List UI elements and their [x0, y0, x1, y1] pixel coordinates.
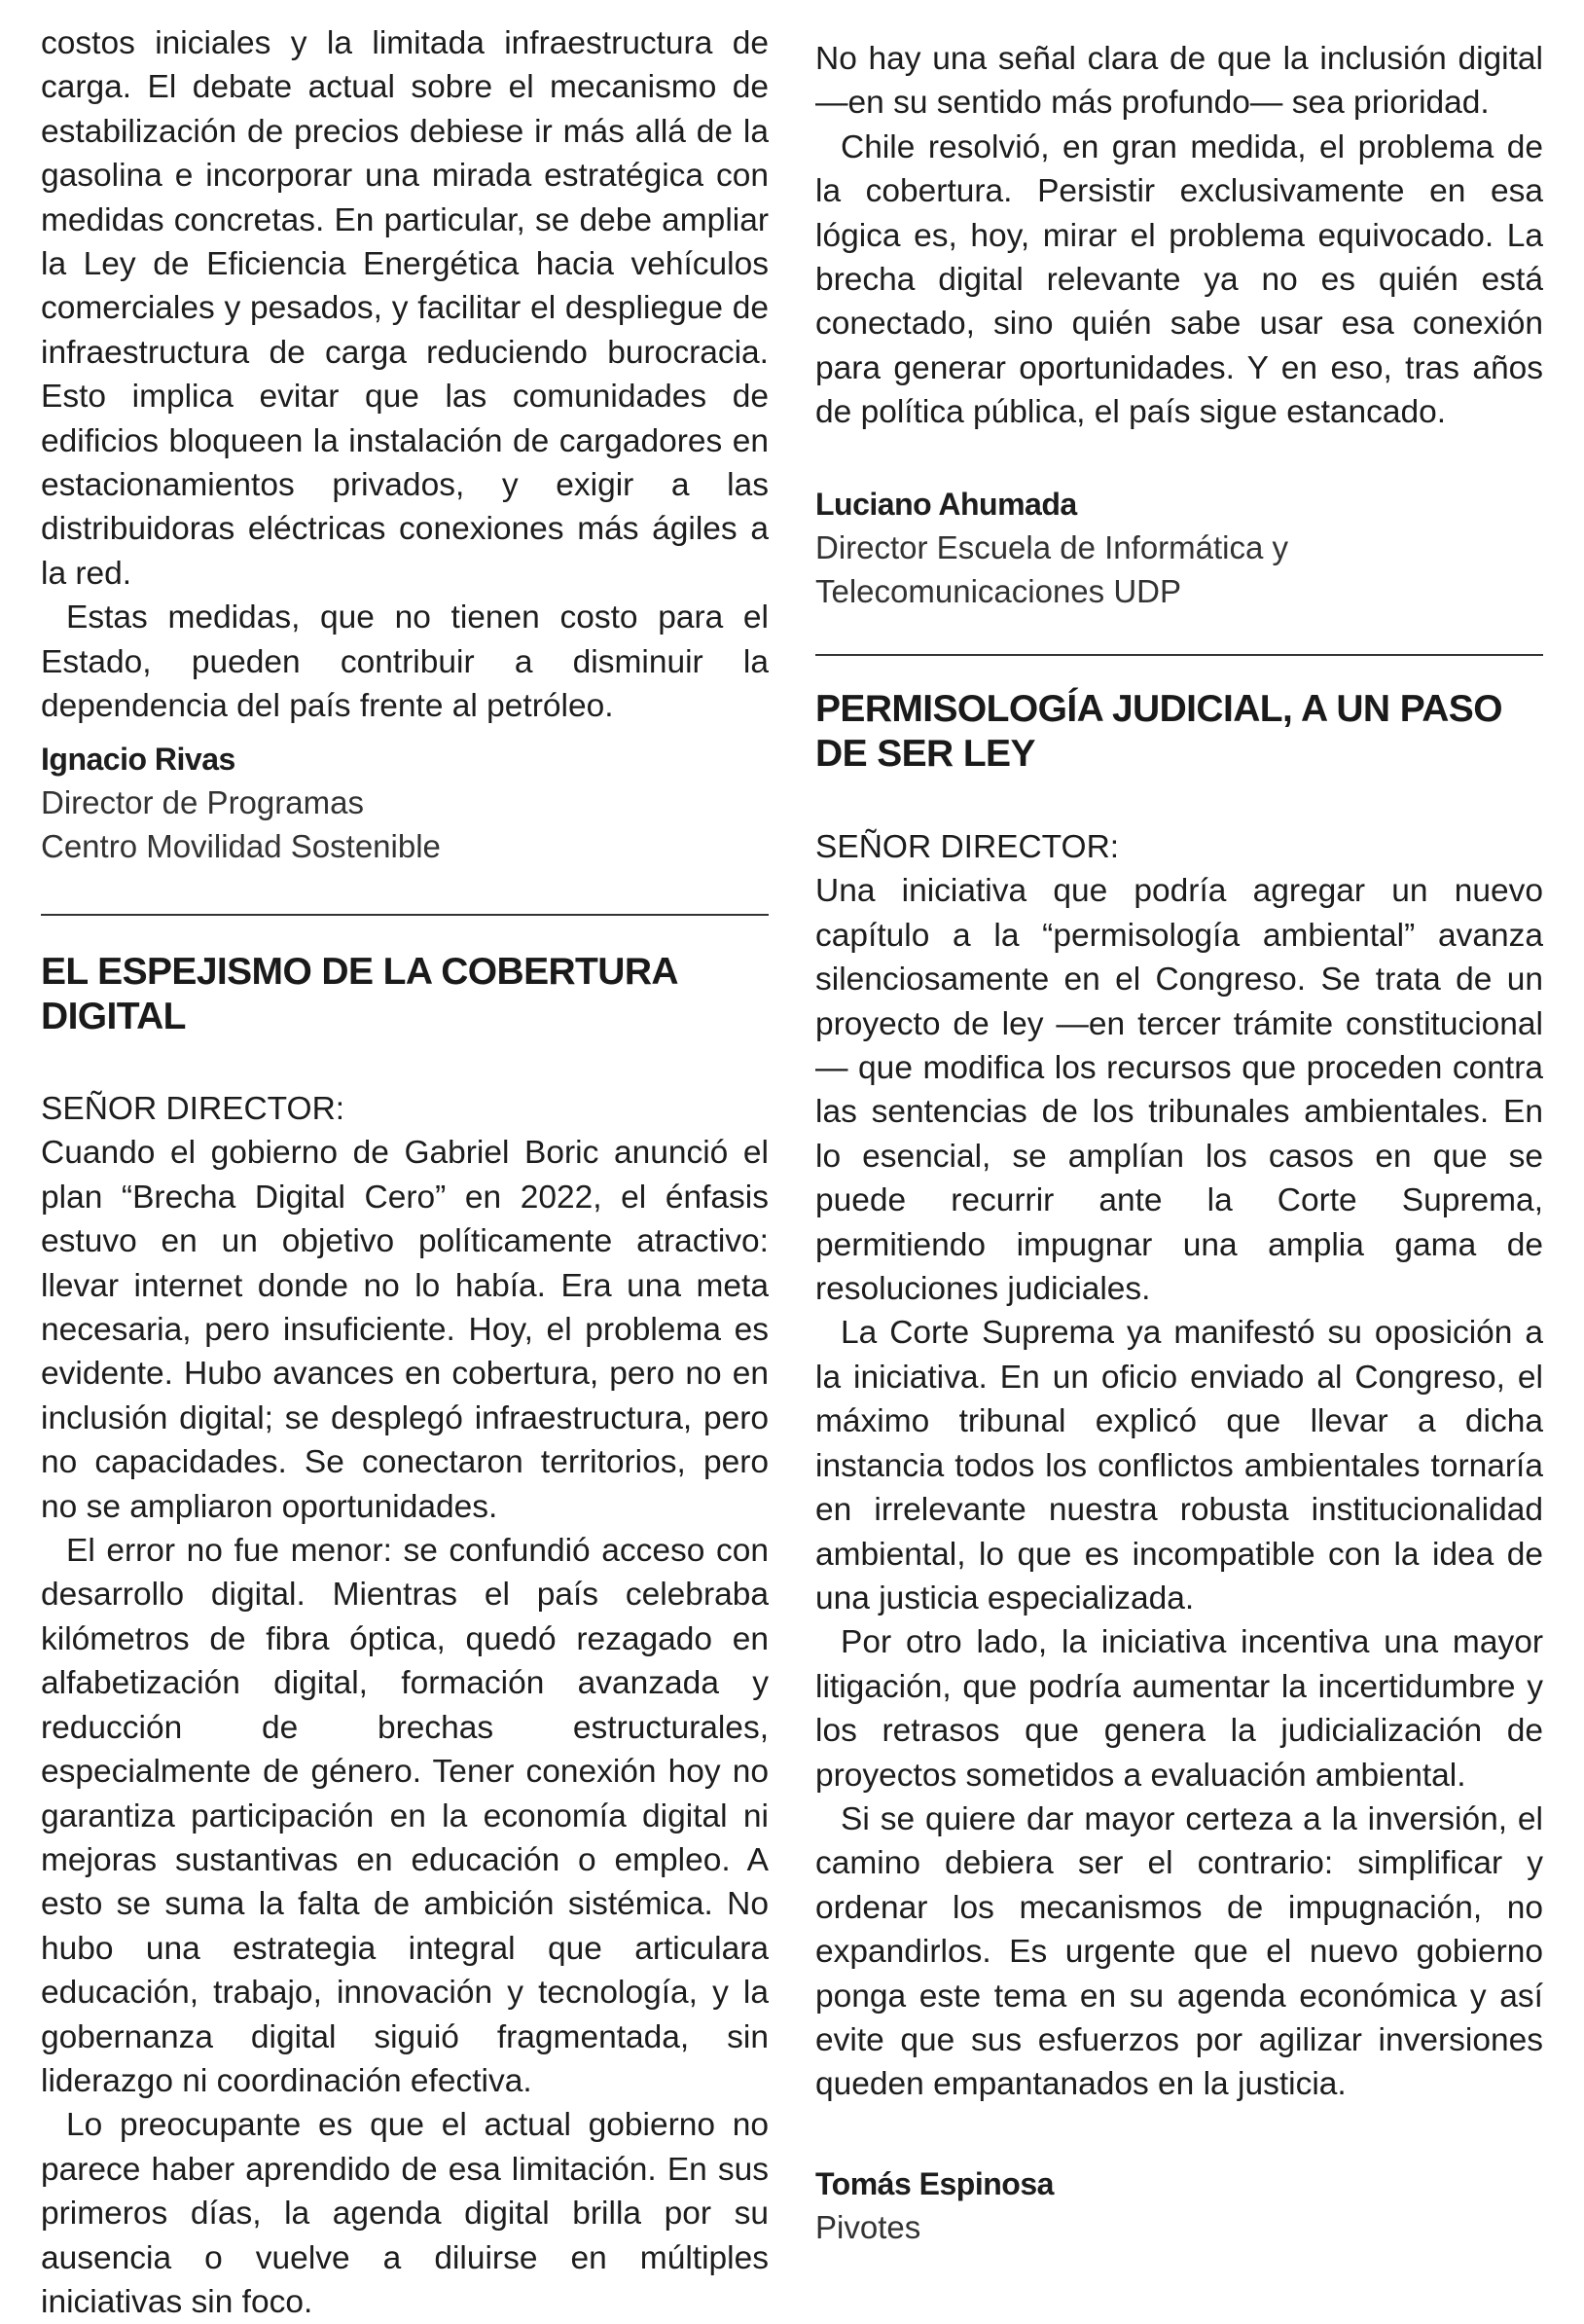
author-role: Director de Programas: [41, 784, 364, 820]
letter-paragraph: Una iniciativa que podría agregar un nuevo capítulo a la “permisología ambiental” avanza silenciosamente en el Congreso. Se trata de un proyecto de ley —en tercer trámite constitucional— que modifica los recursos que proceden contra las sentencias de los tribunales ambientales. En lo esencial, se amplían los casos en que se puede recurrir ante la Corte Suprema, permitiendo impugnar una amplia gama de resoluciones judiciales.: [815, 873, 1543, 1308]
salutation: SEÑOR DIRECTOR:: [41, 1091, 345, 1127]
continued-letter-left: [41, 21, 769, 729]
letter-paragraph: Cuando el gobierno de Gabriel Boric anunció el plan “Brecha Digital Cero” en 2022, el énfasis estuvo en un objetivo políticamente atractivo: llevar internet donde no lo había. Era una meta necesaria, pero insuficiente. Hoy, el problema es evidente. Hubo avances en cobertura, pero no en inclusión digital; se desplegó infraestructura, pero no capacidades. Se conectaron territorios, pero no se ampliaron oportunidades.: [41, 1135, 769, 1525]
letter-headline: PERMISOLOGÍA JUDICIAL, A UN PASO: [815, 688, 1502, 730]
letter-espejismo: [41, 950, 769, 2324]
author-name: Tomás Espinosa: [815, 2166, 1054, 2201]
author-role: Director Escuela de Informática y Telecomunicaciones UDP: [815, 529, 1289, 609]
signature-ignacio-rivas: [41, 738, 769, 868]
letter-headline: EL ESPEJISMO DE LA COBERTURA: [41, 951, 678, 993]
section-divider: [41, 914, 769, 916]
letter-paragraph: Si se quiere dar mayor certeza a la inversión, el camino debiera ser el contrario: simplificar y ordenar los mecanismos de impugnación, no expandirlos. Es urgente que el nuevo gobierno ponga este tema en su agenda económica y así evite que sus esfuerzos por agilizar inversiones queden empantanados en la justicia.: [815, 1800, 1543, 2103]
author-name: Ignacio Rivas: [41, 742, 235, 777]
letter-paragraph: Por otro lado, la iniciativa incentiva una mayor litigación, que podría aumentar la incertidumbre y los retrasos que genera la judicialización de proyectos sometidos a evaluación ambiental.: [815, 1624, 1543, 1794]
section-divider: [815, 654, 1543, 656]
letter-paragraph: El error no fue menor: se confundió acceso con desarrollo digital. Mientras el país celebraba kilómetros de fibra óptica, quedó rezagado en alfabetización digital, formación avanzada y reducción de brechas estructurales, especialmente de género. Tener conexión hoy no garantiza participación en la economía digital ni mejoras sustantivas en educación o empleo. A esto se suma la falta de ambición sistémica. No hubo una estrategia integral que articulara educación, trabajo, innovación y tecnología, y la gobernanza digital siguió fragmentada, sin liderazgo ni coordinación efectiva.: [41, 1533, 769, 2099]
signature-tomas-espinosa: [815, 2162, 1543, 2249]
author-name: Luciano Ahumada: [815, 487, 1077, 522]
salutation: SEÑOR DIRECTOR:: [815, 829, 1120, 865]
letter-permisologia: [815, 687, 1543, 2107]
continued-paragraph: No hay una señal clara de que la inclusión digital —en su sentido más profundo— sea prioridad.: [815, 41, 1543, 122]
letter-headline: DIGITAL: [41, 996, 186, 1037]
signature-luciano-ahumada: [815, 483, 1543, 613]
author-role: Pivotes: [815, 2209, 921, 2245]
letter-headline: DE SER LEY: [815, 733, 1035, 775]
continued-paragraph: Estas medidas, que no tienen costo para el Estado, pueden contribuir a disminuir la dependencia del país frente al petróleo.: [41, 599, 769, 725]
letter-paragraph: Lo preocupante es que el actual gobierno no parece haber aprendido de esa limitación. En sus primeros días, la agenda digital brilla por su ausencia o vuelve a diluirse en múltiples iniciativas sin foco.: [41, 2107, 769, 2320]
continued-letter-right: [815, 37, 1543, 435]
continued-paragraph: costos iniciales y la limitada infraestructura de carga. El debate actual sobre el mecanismo de estabilización de precios debiese ir más allá de la gasolina e incorporar una mirada estratégica con medidas concretas. En particular, se debe ampliar la Ley de Eficiencia Energética hacia vehículos comerciales y pesados, y facilitar el despliegue de infraestructura de carga reduciendo burocracia. Esto implica evitar que las comunidades de edificios bloqueen la instalación de cargadores en estacionamientos privados, y exigir a las distribuidoras eléctricas conexiones más ágiles a la red.: [41, 25, 769, 592]
author-role: Centro Movilidad Sostenible: [41, 828, 441, 864]
continued-paragraph: Chile resolvió, en gran medida, el problema de la cobertura. Persistir exclusivamente en esa lógica es, hoy, mirar el problema equivocado. La brecha digital relevante ya no es quién está conectado, sino quién sabe usar esa conexión para generar oportunidades. Y en eso, tras años de política pública, el país sigue estancado.: [815, 128, 1543, 431]
letter-paragraph: La Corte Suprema ya manifestó su oposición a la iniciativa. En un oficio enviado al Congreso, el máximo tribunal explicó que llevar a dicha instancia todos los conflictos ambientales tornaría en irrelevante nuestra robusta institucionalidad ambiental, lo que es incompatible con la idea de una justicia especializada.: [815, 1315, 1543, 1616]
